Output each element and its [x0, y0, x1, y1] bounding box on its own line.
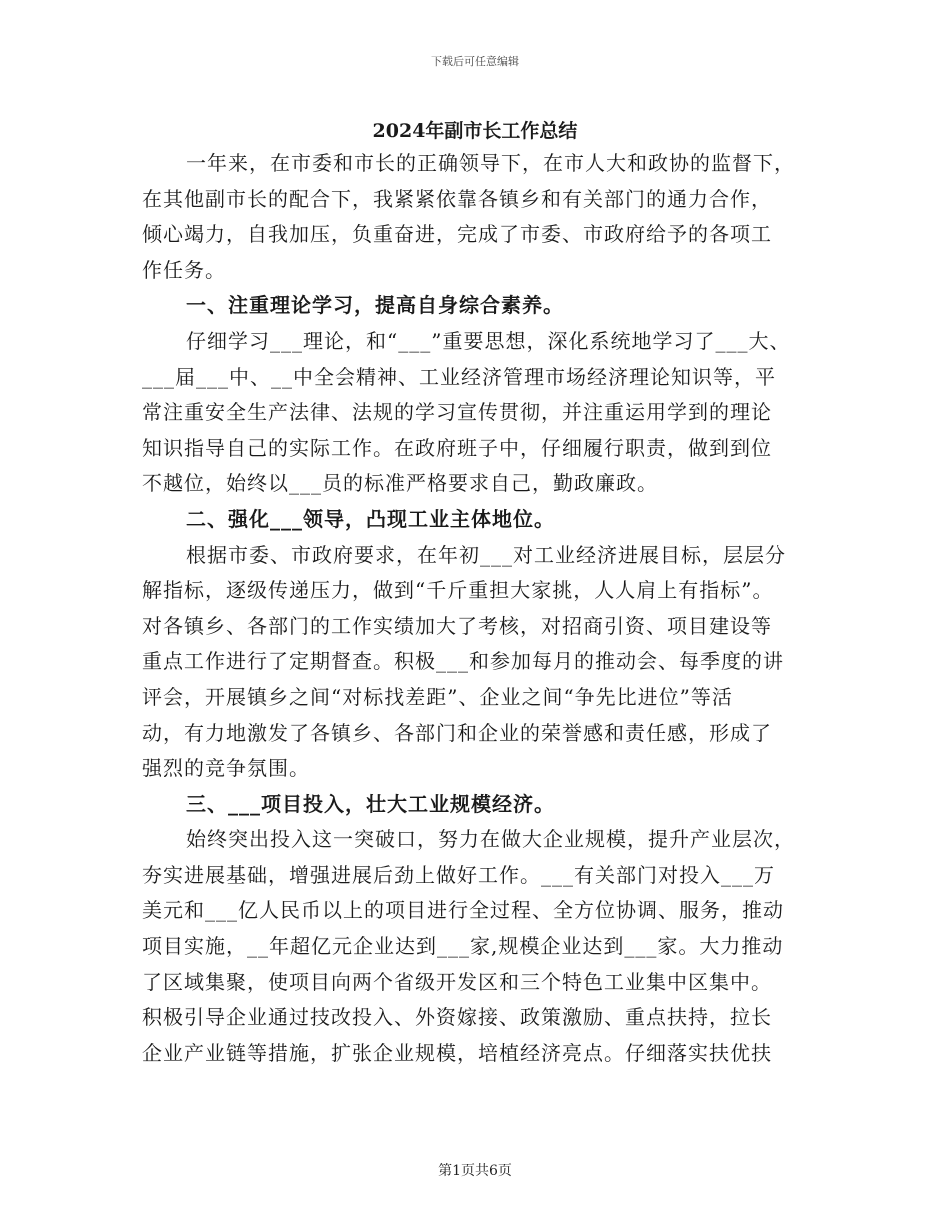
body-text-line: 动，有力地激发了各镇乡、各部门和企业的荣誉感和责任感，形成了 — [142, 720, 772, 745]
body-text-line: 倾心竭力，自我加压，负重奋进，完成了市委、市政府给予的各项工 — [142, 222, 772, 247]
body-text-line: 不越位，始终以___员的标准严格要求自己，勤政廉政。 — [142, 471, 658, 496]
body-text-line: ___届___中、__中全会精神、工业经济管理市场经济理论知识等，平 — [142, 364, 776, 389]
body-text-line: 评会，开展镇乡之间“对标找差距”、企业之间“争先比进位”等活 — [142, 684, 733, 709]
body-text-line: 了区域集聚，使项目向两个省级开发区和三个特色工业集中区集中。 — [142, 969, 772, 994]
body-text-line: 始终突出投入这一突破口，努力在做大企业规模，提升产业层次， — [186, 827, 795, 852]
document-title: 2024年副市长工作总结 — [372, 120, 578, 142]
body-text-line: 重点工作进行了定期督查。积极___和参加每月的推动会、每季度的讲 — [142, 649, 784, 674]
body-text-line: 解指标，逐级传递压力，做到“千斤重担大家挑，人人肩上有指标”。 — [142, 578, 774, 603]
body-text-line: 积极引导企业通过技改投入、外资嫁接、政策激励、重点扶持，拉长 — [142, 1005, 772, 1030]
page-footer: 第1页共6页 — [438, 1163, 512, 1179]
document-body — [142, 146, 812, 1071]
body-text-line: 夯实进展基础，增强进展后劲上做好工作。___有关部门对投入___万 — [142, 862, 775, 887]
section-heading: 三、___项目投入，壮大工业规模经济。 — [186, 791, 555, 816]
body-text-line: 企业产业链等措施，扩张企业规模，培植经济亮点。仔细落实扶优扶 — [142, 1040, 772, 1065]
header-note: 下载后可任意编辑 — [431, 55, 519, 68]
body-text-line: 知识指导自己的实际工作。在政府班子中，仔细履行职责，做到到位 — [142, 435, 772, 460]
body-text-line: 常注重安全生产法律、法规的学习宣传贯彻，并注重运用学到的理论 — [142, 400, 772, 425]
body-text-line: 在其他副市长的配合下，我紧紧依靠各镇乡和有关部门的通力合作， — [142, 186, 772, 211]
body-text-line: 项目实施，__年超亿元企业达到___家,规模企业达到___家。大力推动 — [142, 934, 784, 959]
body-text-line: 美元和___亿人民币以上的项目进行全过程、全方位协调、服务，推动 — [142, 898, 784, 923]
body-text-line: 一年来，在市委和市长的正确领导下，在市人大和政协的监督下， — [186, 151, 795, 175]
body-text-line: 仔细学习___理论，和“___”重要思想，深化系统地学习了___大、 — [186, 328, 791, 353]
body-text-line: 对各镇乡、各部门的工作实绩加大了考核，对招商引资、项目建设等 — [142, 613, 772, 638]
body-text-line: 根据市委、市政府要求，在年初___对工业经济进展目标，层层分 — [186, 542, 786, 567]
section-heading: 二、强化___领导，凸现工业主体地位。 — [186, 506, 555, 531]
body-text-line: 强烈的竞争氛围。 — [142, 756, 310, 781]
section-heading: 一、注重理论学习，提高自身综合素养。 — [186, 293, 564, 318]
body-text-line: 作任务。 — [142, 257, 226, 282]
